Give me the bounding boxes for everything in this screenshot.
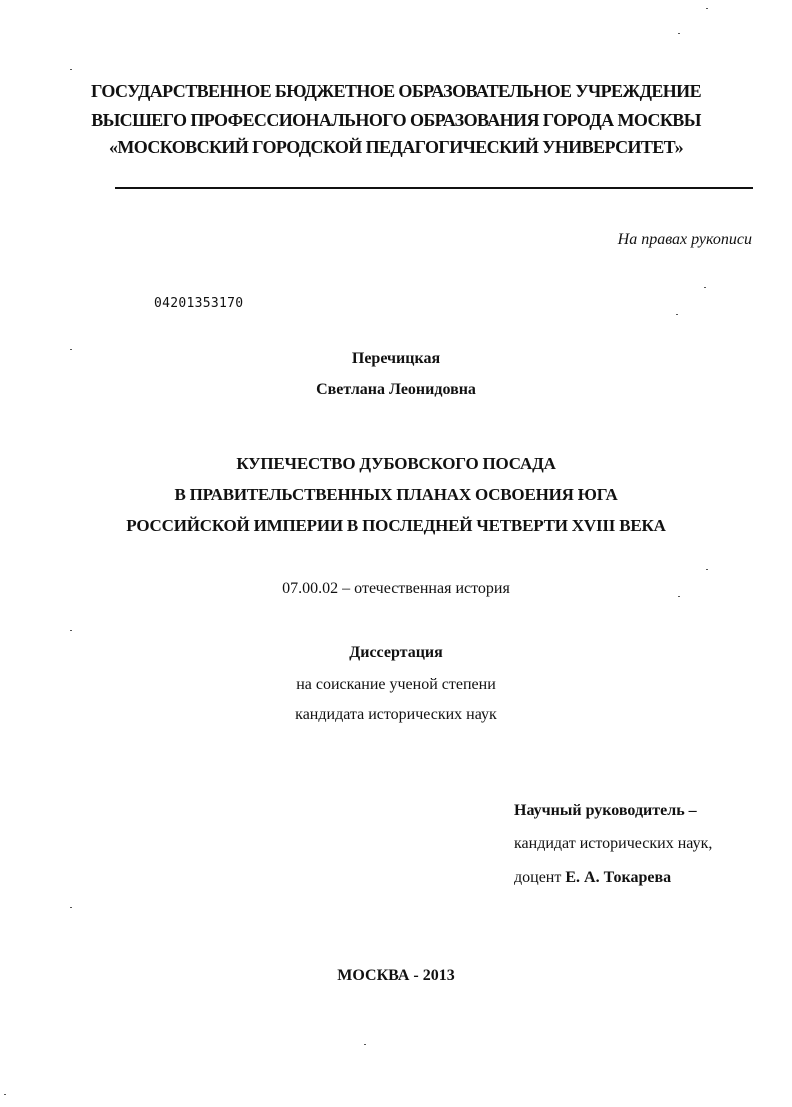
author-given-names: Светлана Леонидовна bbox=[316, 381, 476, 398]
title-line-2: В ПРАВИТЕЛЬСТВЕННЫХ ПЛАНАХ ОСВОЕНИЯ ЮГА bbox=[174, 485, 618, 504]
place-and-year: МОСКВА - 2013 bbox=[337, 967, 455, 984]
title-line-1: КУПЕЧЕСТВО ДУБОВСКОГО ПОСАДА bbox=[236, 454, 556, 473]
supervisor-name: Е. А. Токарева bbox=[565, 869, 672, 886]
work-type-line-1: на соискание ученой степени bbox=[296, 676, 496, 693]
header-line-3: «МОСКОВСКИЙ ГОРОДСКОЙ ПЕДАГОГИЧЕСКИЙ УНИВЕРСИТЕТ» bbox=[108, 137, 684, 157]
scan-speck bbox=[704, 287, 706, 288]
scan-speck bbox=[676, 314, 678, 315]
author-surname: Перечицкая bbox=[351, 350, 441, 367]
work-type-label: Диссертация bbox=[349, 644, 443, 661]
specialty-code: 07.00.02 – отечественная история bbox=[282, 580, 510, 597]
header-divider bbox=[115, 187, 753, 189]
supervisor-label bbox=[514, 802, 697, 820]
header-line-2: ВЫСШЕГО ПРОФЕССИОНАЛЬНОГО ОБРАЗОВАНИЯ ГОРОДА МОСКВЫ bbox=[91, 110, 701, 130]
scan-speck bbox=[70, 349, 72, 350]
scan-speck bbox=[70, 907, 72, 908]
scan-speck bbox=[706, 8, 708, 9]
scan-speck bbox=[706, 569, 708, 570]
scan-speck bbox=[70, 630, 72, 631]
scan-speck bbox=[4, 1094, 6, 1095]
catalog-number: 04201353170 bbox=[154, 296, 244, 311]
header-line-1: ГОСУДАРСТВЕННОЕ БЮДЖЕТНОЕ ОБРАЗОВАТЕЛЬНОЕ УЧРЕЖДЕНИЕ bbox=[91, 81, 701, 101]
scan-speck bbox=[364, 1044, 366, 1045]
work-type-line-2: кандидата исторических наук bbox=[295, 706, 497, 723]
supervisor-position: доцент bbox=[514, 869, 562, 886]
manuscript-note: На правах рукописи bbox=[617, 231, 752, 248]
title-line-3: РОССИЙСКОЙ ИМПЕРИИ В ПОСЛЕДНЕЙ ЧЕТВЕРТИ XVIII ВЕКА bbox=[126, 516, 666, 535]
supervisor-degree: кандидат исторических наук, bbox=[514, 835, 713, 852]
scan-speck bbox=[70, 69, 72, 70]
supervisor-line bbox=[514, 869, 671, 887]
supervisor-label-text: Научный руководитель – bbox=[514, 802, 697, 819]
scan-speck bbox=[678, 33, 680, 34]
scan-speck bbox=[678, 596, 680, 597]
